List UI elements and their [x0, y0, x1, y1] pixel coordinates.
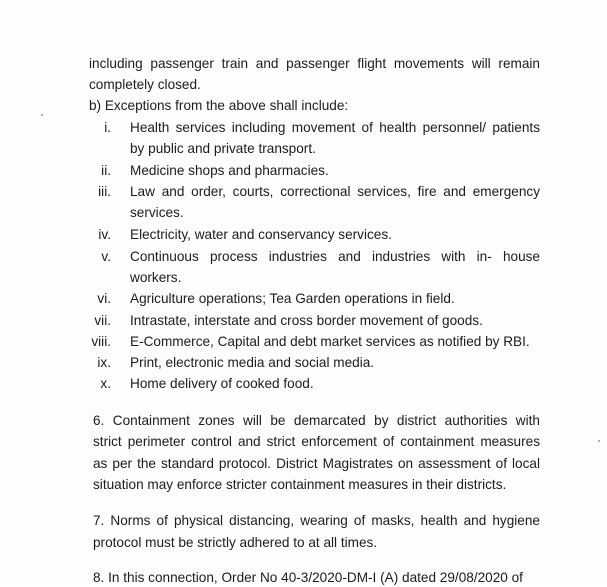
paragraph-8-line: 8. In this connection, Order No 40-3/2020-DM-I (A) dated 29/08/2020 of	[93, 570, 523, 585]
list-item-line: Home delivery of cooked food.	[130, 376, 314, 391]
list-item-line: Law and order, courts, correctional services, fire and emergency	[130, 184, 540, 199]
list-item-line: Health services including movement of health personnel/ patients	[130, 120, 540, 135]
item-number: x.	[100, 376, 111, 391]
list-item-line: by public and private transport.	[130, 141, 316, 156]
list-item-line: workers.	[130, 270, 182, 285]
list-item-line: Agriculture operations; Tea Garden operations in field.	[130, 291, 455, 306]
item-number: vii.	[94, 313, 111, 328]
scan-speck	[598, 440, 600, 442]
item-number: i.	[104, 120, 111, 135]
intro-line-2: completely closed.	[89, 77, 201, 92]
list-item-line: Electricity, water and conservancy services.	[130, 227, 392, 242]
item-number: ix.	[97, 355, 111, 370]
list-item-line: Print, electronic media and social media.	[130, 355, 375, 370]
paragraph-6-line: strict perimeter control and strict enforcement of containment measures	[93, 434, 540, 449]
item-number: iv.	[98, 227, 111, 242]
section-b-heading: b) Exceptions from the above shall include:	[89, 98, 349, 113]
list-item-line: Continuous process industries and industries with in- house	[130, 249, 540, 264]
item-number: ii.	[101, 163, 111, 178]
list-item-line: Medicine shops and pharmacies.	[130, 163, 329, 178]
paragraph-6-line: as per the standard protocol. District Magistrates on assessment of local	[93, 456, 540, 471]
paragraph-7-line: protocol must be strictly adhered to at all times.	[93, 535, 378, 550]
list-item-line: E-Commerce, Capital and debt market services as notified by RBI.	[130, 334, 530, 349]
item-number: vi.	[97, 291, 111, 306]
list-item-line: Intrastate, interstate and cross border movement of goods.	[130, 313, 483, 328]
paragraph-6-line: situation may enforce stricter containment measures in their districts.	[93, 477, 507, 492]
item-number: viii.	[91, 334, 111, 349]
paragraph-7-line: 7. Norms of physical distancing, wearing of masks, health and hygiene	[93, 513, 540, 528]
item-number: iii.	[98, 184, 111, 199]
intro-line-1: including passenger train and passenger flight movements will remain	[89, 56, 540, 71]
paragraph-6-line: 6. Containment zones will be demarcated by district authorities with	[93, 413, 540, 428]
scan-speck	[41, 114, 43, 116]
list-item-line: services.	[130, 205, 184, 220]
item-number: v.	[101, 249, 111, 264]
